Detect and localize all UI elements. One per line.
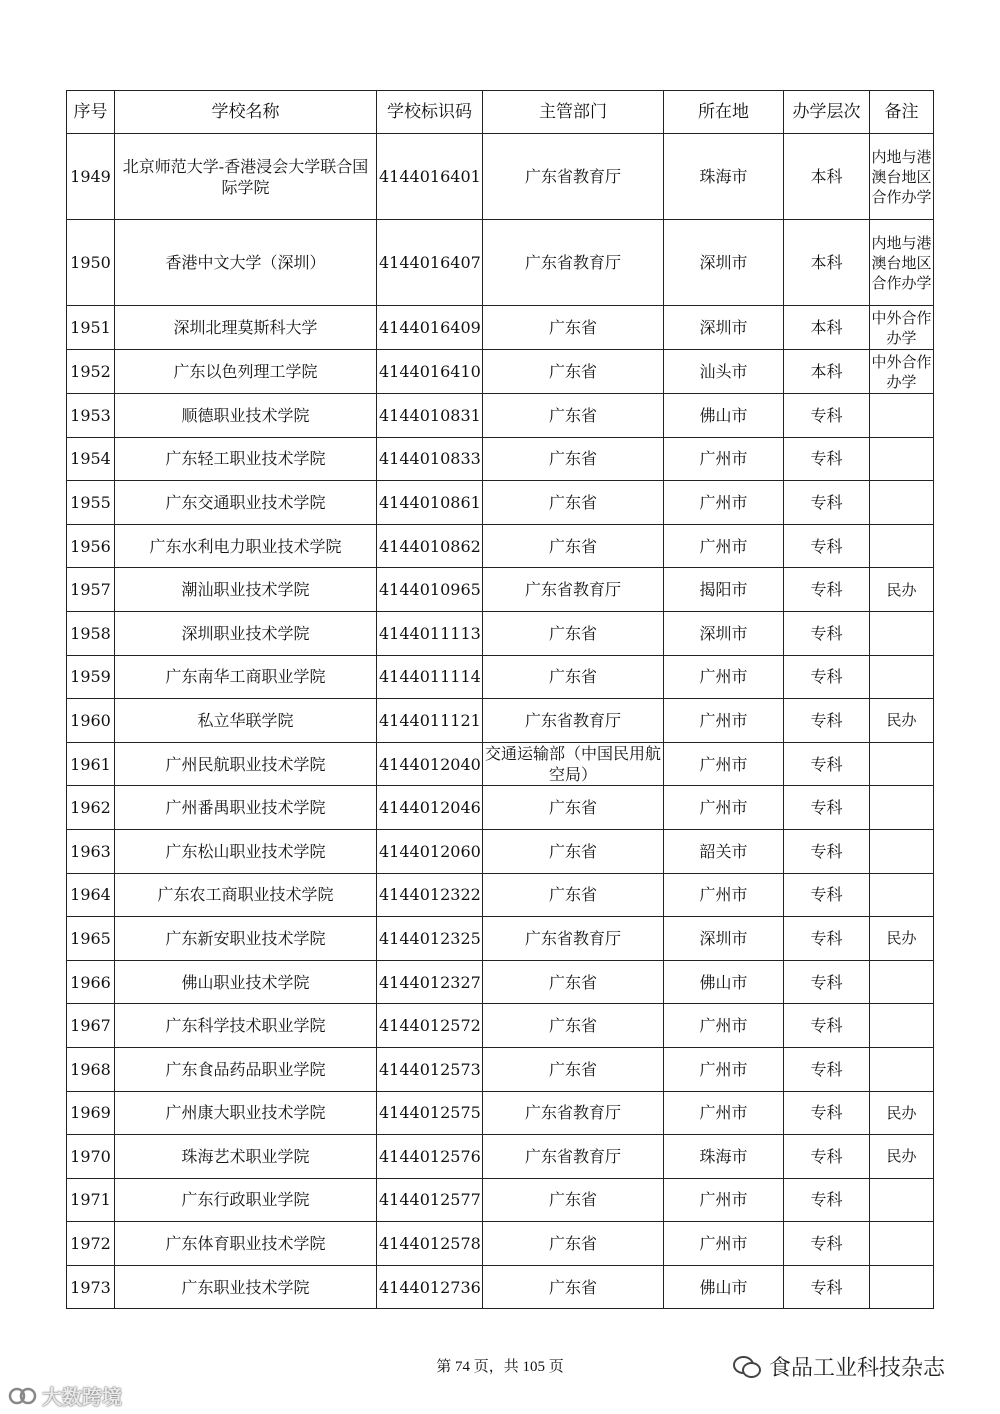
- cell-seq: 1972: [67, 1222, 115, 1266]
- cell-level: 专科: [784, 568, 870, 612]
- cell-note: [870, 742, 934, 786]
- cell-note: [870, 873, 934, 917]
- cell-note: [870, 437, 934, 481]
- cell-school-code: 4144016409: [377, 306, 483, 350]
- cell-school-name: 顺德职业技术学院: [115, 394, 377, 438]
- cell-note: 中外合作办学: [870, 350, 934, 394]
- cell-department: 广东省教育厅: [483, 134, 664, 220]
- cell-seq: 1968: [67, 1047, 115, 1091]
- cell-level: 专科: [784, 917, 870, 961]
- cell-level: 本科: [784, 350, 870, 394]
- cell-level: 专科: [784, 1135, 870, 1179]
- cell-department: 广东省: [483, 394, 664, 438]
- cell-location: 广州市: [664, 524, 784, 568]
- cell-location: 广州市: [664, 1004, 784, 1048]
- wechat-account-name: 食品工业科技杂志: [769, 1356, 946, 1381]
- cell-note: [870, 1222, 934, 1266]
- cell-school-name: 广东轻工职业技术学院: [115, 437, 377, 481]
- header-note: 备注: [870, 91, 934, 134]
- cell-school-code: 4144012325: [377, 917, 483, 961]
- cell-seq: 1973: [67, 1265, 115, 1309]
- cell-level: 专科: [784, 1178, 870, 1222]
- cell-note: [870, 1178, 934, 1222]
- cell-department: 广东省教育厅: [483, 568, 664, 612]
- wechat-icon: [733, 1356, 761, 1378]
- cell-level: 专科: [784, 786, 870, 830]
- cell-department: 广东省教育厅: [483, 699, 664, 743]
- cell-seq: 1952: [67, 350, 115, 394]
- table-row: [67, 524, 934, 568]
- cell-school-name: 广州民航职业技术学院: [115, 742, 377, 786]
- cell-school-name: 广东体育职业技术学院: [115, 1222, 377, 1266]
- cell-school-code: 4144016410: [377, 350, 483, 394]
- cell-note: 民办: [870, 1135, 934, 1179]
- cell-location: 佛山市: [664, 1265, 784, 1309]
- cell-school-code: 4144012040: [377, 742, 483, 786]
- cell-note: 民办: [870, 1091, 934, 1135]
- cell-location: 深圳市: [664, 306, 784, 350]
- cell-seq: 1964: [67, 873, 115, 917]
- table-row: [67, 437, 934, 481]
- cell-department: 广东省教育厅: [483, 1135, 664, 1179]
- cell-department: 广东省教育厅: [483, 917, 664, 961]
- cell-school-name: 广东行政职业学院: [115, 1178, 377, 1222]
- cell-department: 广东省: [483, 1265, 664, 1309]
- cell-seq: 1963: [67, 829, 115, 873]
- cell-note: [870, 1047, 934, 1091]
- table-row: [67, 742, 934, 786]
- cell-seq: 1954: [67, 437, 115, 481]
- cell-school-code: 4144012572: [377, 1004, 483, 1048]
- cell-school-name: 深圳北理莫斯科大学: [115, 306, 377, 350]
- cell-seq: 1961: [67, 742, 115, 786]
- cell-school-code: 4144012060: [377, 829, 483, 873]
- cell-seq: 1957: [67, 568, 115, 612]
- cell-department: 广东省: [483, 1004, 664, 1048]
- cell-note: 民办: [870, 917, 934, 961]
- page-number-footer: 第 74 页，共 105 页: [436, 1359, 564, 1375]
- cell-school-code: 4144010862: [377, 524, 483, 568]
- cell-school-name: 佛山职业技术学院: [115, 960, 377, 1004]
- cell-school-name: 潮汕职业技术学院: [115, 568, 377, 612]
- cell-seq: 1959: [67, 655, 115, 699]
- cell-school-name: 广东以色列理工学院: [115, 350, 377, 394]
- table-row: [67, 1047, 934, 1091]
- cell-location: 佛山市: [664, 394, 784, 438]
- cell-location: 广州市: [664, 1047, 784, 1091]
- cell-school-name: 北京师范大学-香港浸会大学联合国际学院: [115, 134, 377, 220]
- cell-note: 中外合作办学: [870, 306, 934, 350]
- header-school-code: 学校标识码: [377, 91, 483, 134]
- cell-school-code: 4144012327: [377, 960, 483, 1004]
- cell-location: 深圳市: [664, 917, 784, 961]
- cell-note: [870, 524, 934, 568]
- cell-note: 内地与港澳台地区合作办学: [870, 220, 934, 306]
- table-row: [67, 655, 934, 699]
- school-list-table: [66, 90, 934, 1309]
- cell-location: 广州市: [664, 437, 784, 481]
- cell-location: 佛山市: [664, 960, 784, 1004]
- cell-level: 专科: [784, 481, 870, 525]
- cell-school-name: 香港中文大学（深圳）: [115, 220, 377, 306]
- cell-location: 广州市: [664, 786, 784, 830]
- table-row: [67, 699, 934, 743]
- cell-school-code: 4144010833: [377, 437, 483, 481]
- cell-school-name: 广州康大职业技术学院: [115, 1091, 377, 1135]
- cell-school-code: 4144012577: [377, 1178, 483, 1222]
- cell-school-name: 广东松山职业技术学院: [115, 829, 377, 873]
- cell-location: 广州市: [664, 1091, 784, 1135]
- cell-level: 专科: [784, 742, 870, 786]
- cell-school-name: 广州番禺职业技术学院: [115, 786, 377, 830]
- cell-department: 广东省: [483, 1178, 664, 1222]
- cell-note: [870, 655, 934, 699]
- table-row: [67, 917, 934, 961]
- cell-location: 广州市: [664, 1222, 784, 1266]
- cell-school-code: 4144012576: [377, 1135, 483, 1179]
- cell-note: 民办: [870, 699, 934, 743]
- cell-location: 珠海市: [664, 1135, 784, 1179]
- watermark-logo-icon: [8, 1385, 38, 1407]
- table-row: [67, 829, 934, 873]
- cell-school-name: 广东科学技术职业学院: [115, 1004, 377, 1048]
- watermark: [8, 1381, 122, 1410]
- table-row: [67, 481, 934, 525]
- cell-department: 广东省: [483, 960, 664, 1004]
- cell-level: 专科: [784, 1004, 870, 1048]
- cell-seq: 1971: [67, 1178, 115, 1222]
- cell-department: 广东省: [483, 655, 664, 699]
- table-row: [67, 611, 934, 655]
- cell-department: 广东省: [483, 1222, 664, 1266]
- cell-note: [870, 960, 934, 1004]
- cell-level: 专科: [784, 437, 870, 481]
- cell-department: 广东省教育厅: [483, 220, 664, 306]
- cell-location: 揭阳市: [664, 568, 784, 612]
- cell-seq: 1953: [67, 394, 115, 438]
- watermark-text: 大数跨境: [42, 1385, 122, 1409]
- cell-department: 广东省: [483, 611, 664, 655]
- cell-location: 广州市: [664, 699, 784, 743]
- cell-seq: 1950: [67, 220, 115, 306]
- cell-note: [870, 786, 934, 830]
- header-school-name: 学校名称: [115, 91, 377, 134]
- cell-level: 专科: [784, 524, 870, 568]
- table-row: [67, 1222, 934, 1266]
- cell-school-name: 广东农工商职业技术学院: [115, 873, 377, 917]
- cell-location: 广州市: [664, 655, 784, 699]
- header-level: 办学层次: [784, 91, 870, 134]
- cell-level: 本科: [784, 306, 870, 350]
- table-row: [67, 1265, 934, 1309]
- cell-level: 专科: [784, 1222, 870, 1266]
- cell-school-code: 4144010965: [377, 568, 483, 612]
- cell-level: 专科: [784, 1265, 870, 1309]
- cell-department: 广东省: [483, 829, 664, 873]
- cell-school-name: 广东南华工商职业学院: [115, 655, 377, 699]
- cell-school-code: 4144016407: [377, 220, 483, 306]
- cell-seq: 1962: [67, 786, 115, 830]
- cell-department: 广东省: [483, 873, 664, 917]
- cell-note: [870, 1004, 934, 1048]
- cell-school-code: 4144011113: [377, 611, 483, 655]
- cell-seq: 1955: [67, 481, 115, 525]
- cell-school-code: 4144012575: [377, 1091, 483, 1135]
- header-department: 主管部门: [483, 91, 664, 134]
- table-body: [67, 134, 934, 1309]
- cell-level: 专科: [784, 394, 870, 438]
- cell-note: [870, 829, 934, 873]
- cell-level: 专科: [784, 1091, 870, 1135]
- table-row: [67, 568, 934, 612]
- table-row: [67, 394, 934, 438]
- table-row: [67, 350, 934, 394]
- table-row: [67, 1091, 934, 1135]
- cell-level: 本科: [784, 134, 870, 220]
- cell-school-name: 私立华联学院: [115, 699, 377, 743]
- cell-location: 广州市: [664, 873, 784, 917]
- cell-level: 专科: [784, 1047, 870, 1091]
- wechat-account-badge: [733, 1351, 945, 1382]
- cell-level: 专科: [784, 873, 870, 917]
- cell-school-code: 4144016401: [377, 134, 483, 220]
- cell-school-code: 4144012578: [377, 1222, 483, 1266]
- cell-location: 汕头市: [664, 350, 784, 394]
- cell-location: 韶关市: [664, 829, 784, 873]
- cell-school-name: 广东交通职业技术学院: [115, 481, 377, 525]
- cell-department: 广东省: [483, 481, 664, 525]
- cell-school-name: 广东水利电力职业技术学院: [115, 524, 377, 568]
- cell-location: 珠海市: [664, 134, 784, 220]
- cell-department: 广东省: [483, 786, 664, 830]
- table-header-row: [67, 91, 934, 134]
- cell-seq: 1965: [67, 917, 115, 961]
- cell-school-name: 深圳职业技术学院: [115, 611, 377, 655]
- cell-note: 内地与港澳台地区合作办学: [870, 134, 934, 220]
- cell-level: 专科: [784, 611, 870, 655]
- cell-seq: 1960: [67, 699, 115, 743]
- cell-school-code: 4144012322: [377, 873, 483, 917]
- cell-location: 深圳市: [664, 611, 784, 655]
- cell-department: 广东省: [483, 437, 664, 481]
- cell-level: 专科: [784, 699, 870, 743]
- cell-seq: 1951: [67, 306, 115, 350]
- table-row: [67, 1004, 934, 1048]
- cell-department: 交通运输部（中国民用航空局）: [483, 742, 664, 786]
- cell-school-code: 4144012573: [377, 1047, 483, 1091]
- table-row: [67, 873, 934, 917]
- cell-note: [870, 611, 934, 655]
- table-row: [67, 1135, 934, 1179]
- cell-department: 广东省: [483, 306, 664, 350]
- header-seq: 序号: [67, 91, 115, 134]
- cell-seq: 1956: [67, 524, 115, 568]
- cell-department: 广东省: [483, 1047, 664, 1091]
- table-row: [67, 220, 934, 306]
- cell-level: 专科: [784, 829, 870, 873]
- cell-school-code: 4144012736: [377, 1265, 483, 1309]
- cell-seq: 1958: [67, 611, 115, 655]
- cell-seq: 1970: [67, 1135, 115, 1179]
- header-location: 所在地: [664, 91, 784, 134]
- cell-location: 深圳市: [664, 220, 784, 306]
- cell-location: 广州市: [664, 481, 784, 525]
- cell-school-code: 4144010861: [377, 481, 483, 525]
- cell-school-name: 广东食品药品职业学院: [115, 1047, 377, 1091]
- table-row: [67, 134, 934, 220]
- cell-level: 本科: [784, 220, 870, 306]
- cell-department: 广东省: [483, 524, 664, 568]
- cell-note: [870, 1265, 934, 1309]
- cell-department: 广东省教育厅: [483, 1091, 664, 1135]
- cell-location: 广州市: [664, 742, 784, 786]
- cell-school-name: 广东新安职业技术学院: [115, 917, 377, 961]
- cell-school-code: 4144012046: [377, 786, 483, 830]
- table-row: [67, 786, 934, 830]
- table-row: [67, 1178, 934, 1222]
- cell-seq: 1967: [67, 1004, 115, 1048]
- cell-note: [870, 394, 934, 438]
- cell-seq: 1966: [67, 960, 115, 1004]
- cell-school-code: 4144011121: [377, 699, 483, 743]
- cell-school-code: 4144011114: [377, 655, 483, 699]
- cell-note: 民办: [870, 568, 934, 612]
- cell-school-name: 珠海艺术职业学院: [115, 1135, 377, 1179]
- cell-level: 专科: [784, 960, 870, 1004]
- table-row: [67, 960, 934, 1004]
- cell-seq: 1949: [67, 134, 115, 220]
- cell-department: 广东省: [483, 350, 664, 394]
- table-row: [67, 306, 934, 350]
- cell-level: 专科: [784, 655, 870, 699]
- cell-seq: 1969: [67, 1091, 115, 1135]
- cell-location: 广州市: [664, 1178, 784, 1222]
- cell-school-code: 4144010831: [377, 394, 483, 438]
- cell-note: [870, 481, 934, 525]
- cell-school-name: 广东职业技术学院: [115, 1265, 377, 1309]
